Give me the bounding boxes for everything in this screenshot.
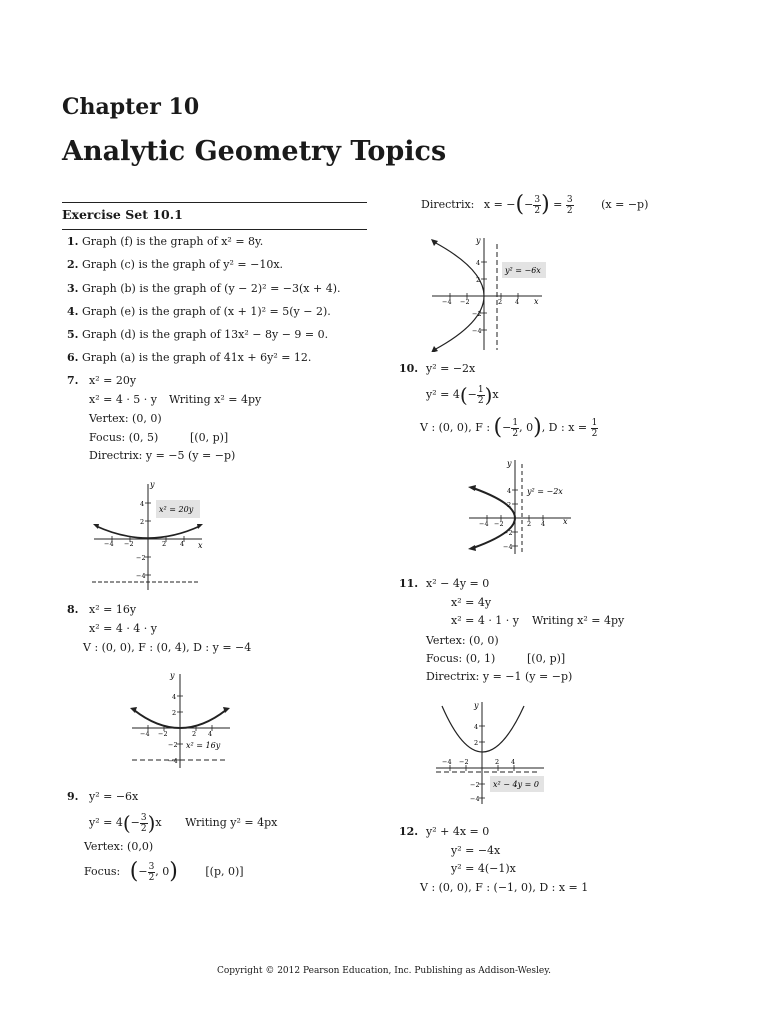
tick-label: −2 [459,758,469,766]
tick-label: 2 [192,730,197,738]
tick-label: −4 [442,758,452,766]
chapter-title: Analytic Geometry Topics [62,136,447,167]
graph-10-label: y² = −2x [527,487,563,496]
exercise-set-heading: Exercise Set 10.1 [62,207,183,222]
expr: x = − [483,198,516,211]
problem-10-number: 10. [399,362,419,375]
graph-7-label: x² = 20y [159,505,194,514]
problem-9-directrix: Directrix: x = −(− $\frac{3}{2}$ ) = $\frac{3}{2}$ (x = −p) [421,192,649,217]
top-rule [62,202,367,203]
tick-label: 2 [507,501,512,509]
problem-text: Graph (a) is the graph of 41x + 6y² = 12. [81,351,312,364]
tick-label: −2 [494,520,504,528]
tick-label: 4 [172,693,177,701]
problem-8-number: 8. [67,603,79,616]
y-axis-label: y [476,236,481,245]
problem-7-focus-note: [(0, p)] [190,431,229,444]
graph-11-label: x² − 4y = 0 [493,780,539,789]
x-axis-label: x [563,517,568,526]
problem-text: Graph (c) is the graph of y² = −10x. [81,258,284,271]
expr: V : (0, 0), F : [420,421,491,434]
tick-label: 4 [515,298,520,306]
tick-label: 4 [511,758,516,766]
problem-12-line-2: y² = −4x [451,844,501,857]
problem-10-line-2: y² = 4(− $\frac{1}{2}$ )x [426,383,499,407]
expr: , 0 [155,865,170,878]
tick-label: 2 [495,758,500,766]
problem-11-line-1: x² − 4y = 0 [426,577,490,590]
x-axis-label: x [534,297,539,306]
problem-number: 3. [67,282,79,295]
problem-number: 6. [67,351,79,364]
tick-label: −2 [158,730,168,738]
tick-label: −2 [503,529,513,537]
problem-6 [67,351,311,365]
problem-7-focus: Focus: (0, 5) [89,431,159,444]
tick-label: −2 [472,310,482,318]
expr: , D : x = [541,421,588,434]
problem-text: Graph (d) is the graph of 13x² − 8y − 9 = 0. [81,328,329,341]
y-axis-label: y [474,701,479,710]
expr: , 0 [519,421,534,434]
problem-11-line-2: x² = 4y [451,596,492,609]
problem-11-note: Writing x² = 4py [532,614,625,627]
tick-label: −2 [470,781,480,789]
tick-label: 4 [180,540,185,548]
y-axis-label: y [507,459,512,468]
problem-9-line-1: y² = −6x [89,790,139,803]
problem-12-line-3: y² = 4(−1)x [451,862,516,875]
tick-label: 2 [527,520,532,528]
problem-12-line-1: y² + 4x = 0 [426,825,490,838]
fraction: $\frac{3}{2}$ [140,812,147,834]
tick-label: −4 [442,298,452,306]
graph-9-label: y² = −6x [505,266,541,275]
problem-7-vertex: Vertex: (0, 0) [89,412,162,425]
y-axis-label: y [150,480,155,489]
graph-8 [128,668,238,772]
expr: x [492,388,499,401]
y-axis-label: y [170,671,175,680]
chapter-label: Chapter 10 [62,94,200,120]
fraction: $\frac{1}{2}$ [512,417,519,439]
heading-rule [62,229,367,230]
tick-label: 2 [498,298,503,306]
tick-label: −4 [104,540,114,548]
copyright-footer: Copyright © 2012 Pearson Education, Inc. Publishing as Addison-Wesley. [216,966,552,976]
problem-text: Graph (e) is the graph of (x + 1)² = 5(y − 2). [81,305,331,318]
tick-label: −4 [470,795,480,803]
tick-label: −2 [168,741,178,749]
problem-3 [67,282,341,296]
fraction: $\frac{3}{2}$ [534,194,541,216]
problem-7-directrix: Directrix: y = −5 (y = −p) [89,449,236,462]
tick-label: −4 [136,572,146,580]
tick-label: 4 [507,487,512,495]
problem-11-directrix: Directrix: y = −1 (y = −p) [426,670,573,683]
expr: y² = 4 [426,388,460,401]
label: Directrix: [421,198,475,211]
tick-label: −2 [124,540,134,548]
graph-7 [90,476,210,594]
problem-number: 4. [67,305,79,318]
note: Writing y² = 4px [185,816,278,829]
problem-7-note: Writing x² = 4py [169,393,262,406]
problem-8-line-2: x² = 4 · 4 · y [89,622,158,635]
tick-label: −2 [136,554,146,562]
problem-7-line-1: x² = 20y [89,374,137,387]
tick-label: −4 [168,757,178,765]
tick-label: 4 [208,730,213,738]
problem-9-number: 9. [67,790,79,803]
tick-label: 4 [476,259,481,267]
tick-label: −4 [503,543,513,551]
problem-11-line-3: x² = 4 · 1 · y [451,614,520,627]
tick-label: 2 [172,709,177,717]
problem-9-vertex: Vertex: (0,0) [84,840,154,853]
problem-12-number: 12. [399,825,419,838]
label: Focus: [84,865,121,878]
problem-text: Graph (f) is the graph of x² = 8y. [81,235,264,248]
x-axis-label: x [198,541,203,550]
problem-11-focus: Focus: (0, 1) [426,652,496,665]
tick-label: 4 [541,520,546,528]
expr: = [553,198,563,211]
fraction: $\frac{1}{2}$ [591,417,598,439]
fraction: $\frac{3}{2}$ [566,194,573,216]
expr: x [155,816,162,829]
problem-text: Graph (b) is the graph of (y − 2)² = −3(x + 4). [81,282,341,295]
fraction: $\frac{1}{2}$ [477,384,484,406]
expr: y² = 4 [89,816,123,829]
problem-12-summary: V : (0, 0), F : (−1, 0), D : x = 1 [420,881,589,894]
problem-10-summary: V : (0, 0), F : (− $\frac{1}{2}$ , 0), D : x = $\frac{1}{2}$ [420,415,598,440]
tick-label: 2 [474,739,479,747]
tick-label: 2 [140,518,145,526]
tick-label: 2 [476,276,481,284]
graph-8-label: x² = 16y [186,741,221,750]
problem-7-line-2: x² = 4 · 5 · y [89,393,158,406]
problem-number: 5. [67,328,79,341]
tick-label: −4 [479,520,489,528]
fraction: $\frac{3}{2}$ [148,861,155,883]
tick-label: −4 [140,730,150,738]
problem-9-line-2: y² = 4(− $\frac{3}{2}$ )x Writing y² = 4px [89,811,278,835]
graph-9 [428,234,548,352]
problem-11-number: 11. [399,577,419,590]
problem-number: 1. [67,235,79,248]
problem-11-focus-note: [(0, p)] [527,652,566,665]
problem-7-number: 7. [67,374,79,387]
tick-label: 4 [474,723,479,731]
tick-label: −2 [460,298,470,306]
tick-label: 4 [140,500,145,508]
problem-5 [67,328,328,342]
problem-9-focus: Focus: (− $\frac{3}{2}$ , 0) [(p, 0)] [84,859,244,884]
tick-label: 2 [162,540,167,548]
problem-8-line-1: x² = 16y [89,603,137,616]
problem-8-summary: V : (0, 0), F : (0, 4), D : y = −4 [83,641,252,654]
problem-10-line-1: y² = −2x [426,362,476,375]
note: [(p, 0)] [205,865,244,878]
note: (x = −p) [601,198,649,211]
problem-number: 2. [67,258,79,271]
problem-11-vertex: Vertex: (0, 0) [426,634,499,647]
graph-10 [465,456,577,556]
problem-2 [67,258,283,272]
tick-label: −4 [472,327,482,335]
graph-11 [432,698,552,806]
problem-1 [67,235,263,249]
problem-4 [67,305,331,319]
